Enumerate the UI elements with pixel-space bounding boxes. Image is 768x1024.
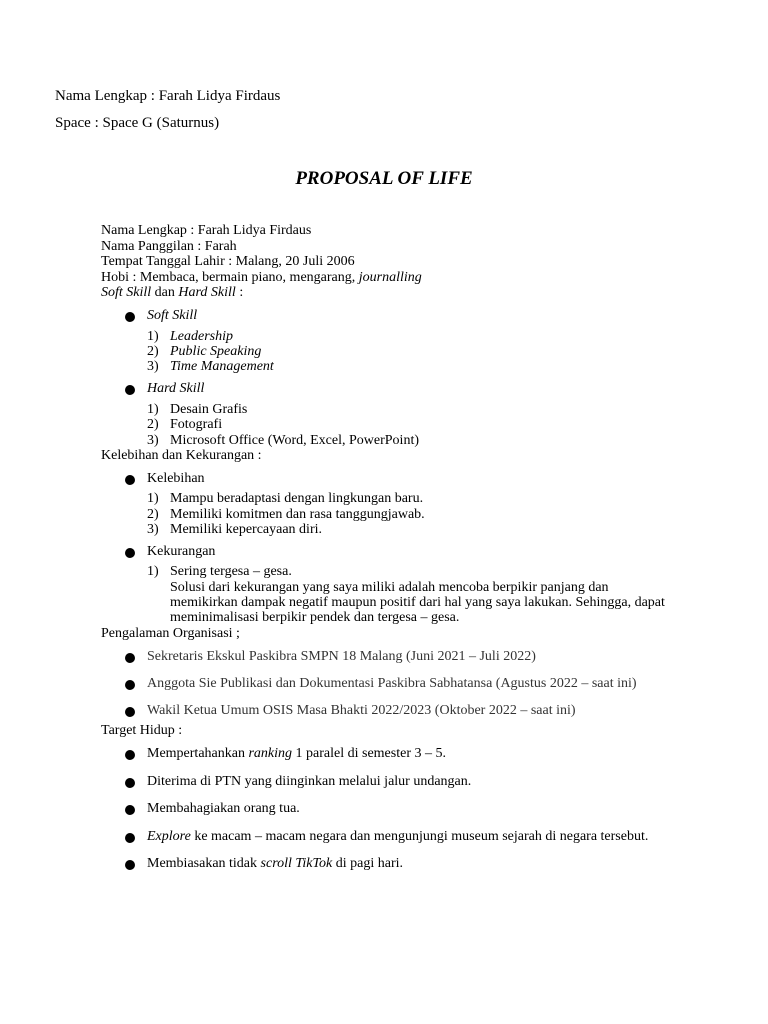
bullet-icon bbox=[125, 680, 135, 690]
page-title: PROPOSAL OF LIFE bbox=[295, 168, 473, 189]
hard-skill-item: Desain Grafis bbox=[170, 402, 248, 417]
bullet-icon bbox=[125, 548, 135, 558]
org-item: Sekretaris Ekskul Paskibra SMPN 18 Malang (Juni 2021 – Juli 2022) bbox=[147, 649, 536, 664]
hard-skill-label bbox=[147, 381, 204, 397]
bullet-icon bbox=[125, 860, 135, 870]
skill-heading-colon: : bbox=[235, 285, 244, 300]
target-text: di pagi hari. bbox=[332, 856, 403, 871]
hard-skill-item: Microsoft Office (Word, Excel, PowerPoint) bbox=[170, 433, 419, 448]
kk-heading: Kelebihan dan Kekurangan : bbox=[101, 448, 262, 463]
target-italic: ranking bbox=[248, 746, 293, 761]
list-number: 1) bbox=[147, 564, 159, 579]
target-item bbox=[147, 856, 403, 872]
kekurangan-solution-line: meminimalisasi berpikir pendek dan tergesa – gesa. bbox=[170, 610, 460, 625]
hard-skill-label-text: Hard Skill bbox=[147, 381, 205, 396]
bullet-icon bbox=[125, 805, 135, 815]
soft-skill-item bbox=[170, 344, 261, 360]
kelebihan-label: Kelebihan bbox=[147, 471, 205, 486]
profile-full-name: Nama Lengkap : Farah Lidya Firdaus bbox=[101, 223, 312, 238]
bullet-icon bbox=[125, 312, 135, 322]
soft-skill-item-text: Leadership bbox=[170, 329, 233, 344]
profile-block bbox=[101, 223, 741, 301]
list-number: 1) bbox=[147, 329, 159, 344]
target-text: 1 paralel di semester 3 – 5. bbox=[292, 746, 446, 761]
skill-heading-and: dan bbox=[151, 285, 179, 300]
kelebihan-item: Memiliki kepercayaan diri. bbox=[170, 522, 322, 537]
target-italic: scroll TikTok bbox=[260, 856, 333, 871]
list-number: 2) bbox=[147, 507, 159, 522]
list-number: 2) bbox=[147, 344, 159, 359]
list-number: 1) bbox=[147, 402, 159, 417]
target-item: Membahagiakan orang tua. bbox=[147, 801, 300, 816]
bullet-icon bbox=[125, 385, 135, 395]
target-italic: Explore bbox=[147, 829, 191, 844]
list-number: 2) bbox=[147, 417, 159, 432]
list-number: 3) bbox=[147, 433, 159, 448]
kelebihan-item: Mampu beradaptasi dengan lingkungan baru. bbox=[170, 491, 424, 506]
hobby-italic: journalling bbox=[358, 269, 422, 285]
org-item: Anggota Sie Publikasi dan Dokumentasi Paskibra Sabhatansa (Agustus 2022 – saat ini) bbox=[147, 676, 637, 691]
org-heading: Pengalaman Organisasi ; bbox=[101, 626, 240, 641]
kekurangan-solution-line: memikirkan dampak negatif maupun positif dari hal yang saya lakukan. Sehingga, dapat bbox=[170, 595, 665, 610]
hard-skill-item: Fotografi bbox=[170, 417, 223, 432]
bullet-icon bbox=[125, 653, 135, 663]
bullet-icon bbox=[125, 750, 135, 760]
soft-skill-item bbox=[170, 359, 274, 375]
header-name-line: Nama Lengkap : Farah Lidya Firdaus bbox=[55, 88, 281, 104]
target-item bbox=[147, 746, 446, 762]
kekurangan-item: Sering tergesa – gesa. bbox=[170, 564, 292, 579]
profile-birth: Tempat Tanggal Lahir : Malang, 20 Juli 2006 bbox=[101, 254, 355, 269]
target-item: Diterima di PTN yang diinginkan melalui jalur undangan. bbox=[147, 774, 472, 789]
target-heading: Target Hidup : bbox=[101, 723, 183, 738]
target-item bbox=[147, 829, 648, 845]
bullet-icon bbox=[125, 475, 135, 485]
soft-skill-item bbox=[170, 329, 233, 345]
soft-skill-label bbox=[147, 308, 197, 324]
target-text: Mempertahankan bbox=[147, 746, 249, 761]
hobby-text: Hobi : Membaca, bermain piano, mengarang, bbox=[101, 269, 359, 285]
soft-skill-item-text: Public Speaking bbox=[170, 344, 262, 359]
bullet-icon bbox=[125, 778, 135, 788]
skill-heading-soft: Soft Skill bbox=[101, 285, 152, 300]
profile-hobby bbox=[101, 270, 741, 286]
list-number: 3) bbox=[147, 522, 159, 537]
kekurangan-solution-line: Solusi dari kekurangan yang saya miliki adalah mencoba berpikir panjang dan bbox=[170, 580, 609, 595]
bullet-icon bbox=[125, 707, 135, 717]
org-item: Wakil Ketua Umum OSIS Masa Bhakti 2022/2023 (Oktober 2022 – saat ini) bbox=[147, 703, 576, 718]
skill-heading bbox=[101, 285, 741, 301]
kekurangan-label: Kekurangan bbox=[147, 544, 216, 559]
soft-skill-item-text: Time Management bbox=[170, 359, 274, 374]
header-space-line: Space : Space G (Saturnus) bbox=[55, 115, 220, 131]
list-number: 1) bbox=[147, 491, 159, 506]
target-text: Membiasakan tidak bbox=[147, 856, 261, 871]
list-number: 3) bbox=[147, 359, 159, 374]
profile-nickname: Nama Panggilan : Farah bbox=[101, 238, 237, 254]
soft-skill-label-text: Soft Skill bbox=[147, 308, 198, 323]
kelebihan-item: Memiliki komitmen dan rasa tanggungjawab. bbox=[170, 507, 425, 522]
skill-heading-hard: Hard Skill bbox=[178, 285, 236, 300]
target-text: ke macam – macam negara dan mengunjungi museum sejarah di negara tersebut. bbox=[190, 829, 649, 844]
bullet-icon bbox=[125, 833, 135, 843]
